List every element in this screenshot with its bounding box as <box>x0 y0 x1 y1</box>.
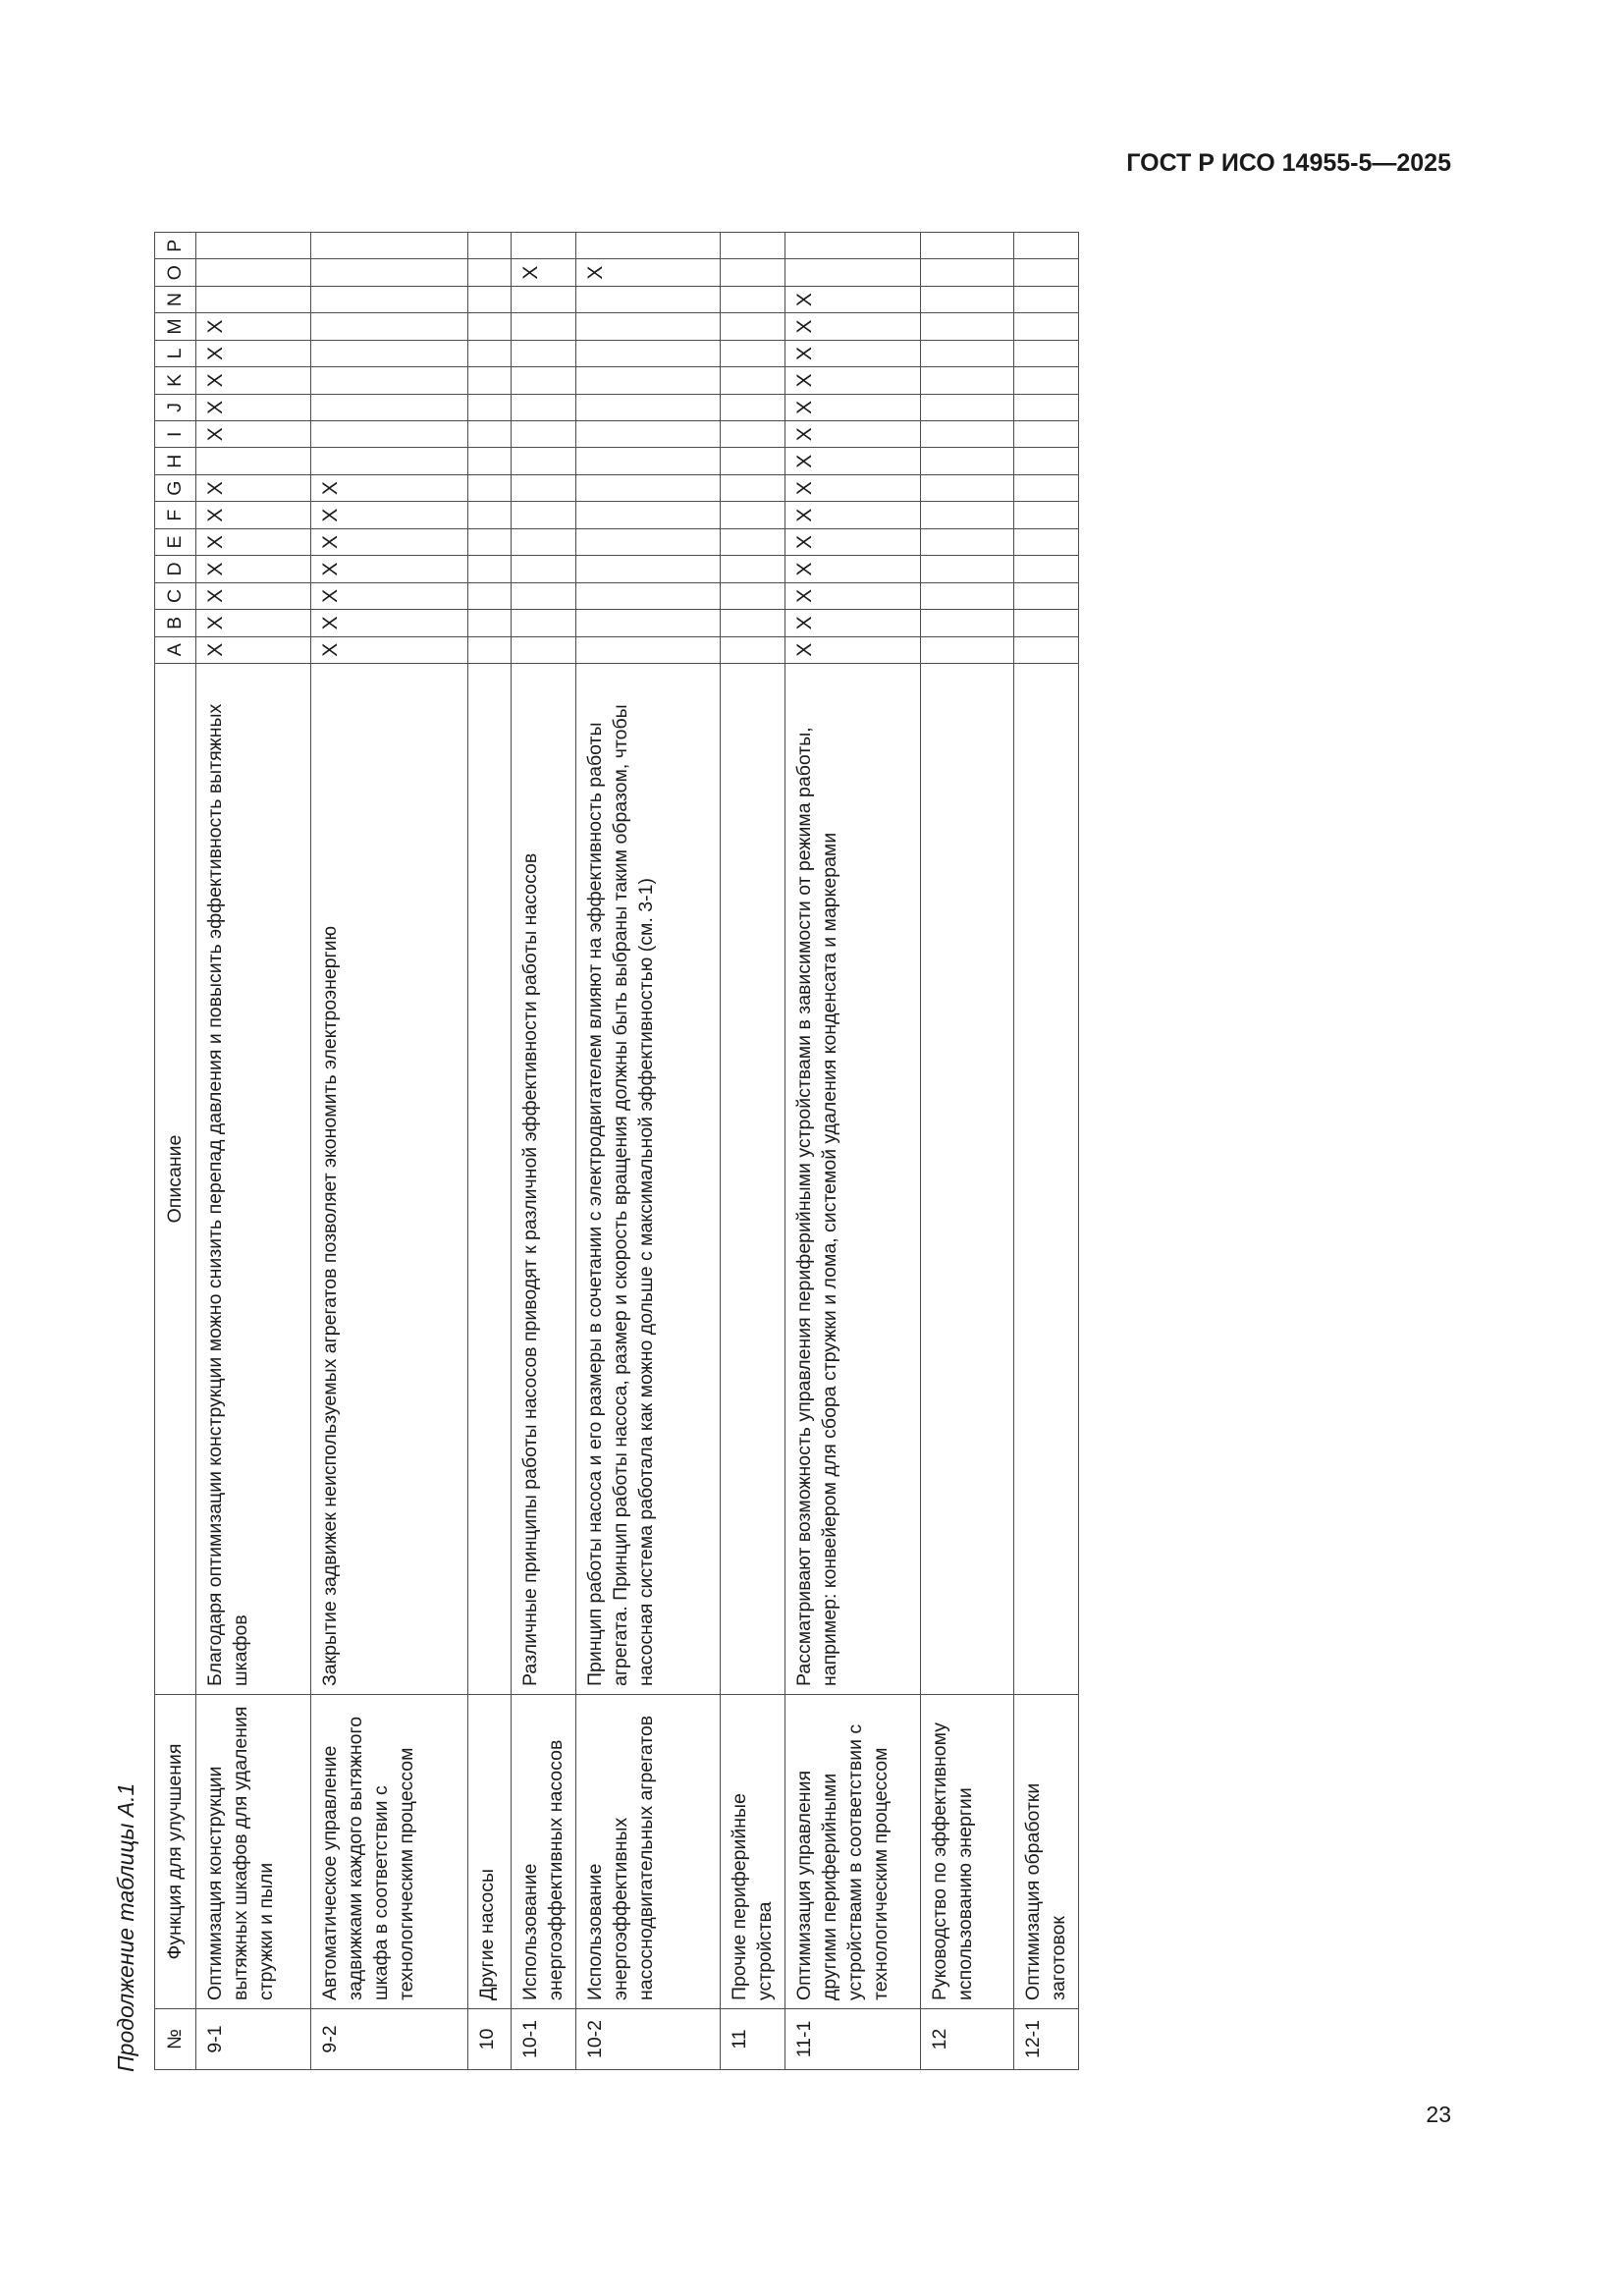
table-row <box>576 233 721 2070</box>
table-row <box>196 233 311 2070</box>
table-row <box>468 233 512 2070</box>
column-header: J <box>155 394 196 420</box>
row-function: Оптимизация конструкции вытяжных шкафов для удаления стружки и пыли <box>196 1695 311 2009</box>
improvement-table <box>154 232 1079 2070</box>
row-mark: X <box>785 340 921 366</box>
row-number: 10-1 <box>512 2009 576 2070</box>
column-header: G <box>155 474 196 501</box>
row-mark <box>1014 502 1079 528</box>
row-function: Прочие периферийные устройства <box>721 1695 785 2009</box>
row-mark <box>785 259 921 286</box>
row-mark <box>576 367 721 394</box>
row-mark <box>512 340 576 366</box>
row-mark <box>311 367 468 394</box>
row-mark <box>576 636 721 663</box>
row-mark <box>468 340 512 366</box>
row-number: 9-1 <box>196 2009 311 2070</box>
row-mark <box>468 582 512 609</box>
row-mark <box>311 313 468 340</box>
column-header: Функция для улучшения <box>155 1695 196 2009</box>
row-mark <box>512 421 576 448</box>
row-description <box>468 664 512 1695</box>
row-description: Принцип работы насоса и его размеры в сочетании с электродвигателем влияют на эффективность работы агрегата. Принцип работы насоса, размер и скорость вращения должны быть выбраны таким образом, чтобы насосная система работала как можно дольше с максимальной эффективностью (см. 3-1) <box>576 664 721 1695</box>
row-mark: X <box>512 259 576 286</box>
row-number: 12-1 <box>1014 2009 1079 2070</box>
row-mark <box>468 394 512 420</box>
row-description <box>721 664 785 1695</box>
row-mark: X <box>196 367 311 394</box>
row-function: Руководство по эффективному использованию энергии <box>921 1695 1014 2009</box>
row-mark <box>785 233 921 259</box>
row-mark <box>512 474 576 501</box>
row-mark: X <box>785 313 921 340</box>
row-mark <box>1014 610 1079 636</box>
row-number: 10 <box>468 2009 512 2070</box>
column-header: F <box>155 502 196 528</box>
row-mark: X <box>785 636 921 663</box>
document-header: ГОСТ Р ИСО 14955-5—2025 <box>1126 149 1451 177</box>
row-mark <box>576 528 721 555</box>
row-mark <box>921 367 1014 394</box>
row-mark <box>311 394 468 420</box>
row-mark <box>576 421 721 448</box>
row-mark: X <box>785 421 921 448</box>
row-mark <box>576 286 721 312</box>
column-header: N <box>155 286 196 312</box>
row-mark: X <box>196 636 311 663</box>
row-mark <box>576 474 721 501</box>
row-mark <box>921 421 1014 448</box>
row-mark <box>921 474 1014 501</box>
row-mark: X <box>311 556 468 582</box>
row-mark: X <box>311 502 468 528</box>
row-mark <box>311 340 468 366</box>
table-body <box>196 233 1079 2070</box>
column-header: E <box>155 528 196 555</box>
row-mark <box>1014 528 1079 555</box>
row-mark <box>196 259 311 286</box>
row-mark <box>721 636 785 663</box>
row-mark: X <box>311 610 468 636</box>
column-header: L <box>155 340 196 366</box>
row-mark <box>1014 582 1079 609</box>
row-mark <box>721 556 785 582</box>
row-mark: X <box>196 502 311 528</box>
row-mark: X <box>311 582 468 609</box>
row-mark <box>1014 394 1079 420</box>
row-mark <box>921 313 1014 340</box>
row-mark: X <box>196 474 311 501</box>
row-mark <box>512 286 576 312</box>
row-mark <box>512 233 576 259</box>
row-mark <box>576 448 721 474</box>
column-header: A <box>155 636 196 663</box>
row-mark <box>512 528 576 555</box>
row-mark: X <box>196 528 311 555</box>
row-mark: X <box>576 259 721 286</box>
row-mark <box>512 394 576 420</box>
row-mark: X <box>785 610 921 636</box>
row-mark: X <box>196 394 311 420</box>
row-mark <box>468 528 512 555</box>
row-mark <box>512 610 576 636</box>
row-mark <box>196 233 311 259</box>
row-mark <box>512 448 576 474</box>
column-header: B <box>155 610 196 636</box>
page-number: 23 <box>1426 2102 1451 2127</box>
row-mark: X <box>196 313 311 340</box>
row-mark <box>921 448 1014 474</box>
row-mark <box>468 556 512 582</box>
row-mark <box>576 502 721 528</box>
row-mark <box>721 448 785 474</box>
row-mark <box>921 233 1014 259</box>
column-header: C <box>155 582 196 609</box>
row-number: 12 <box>921 2009 1014 2070</box>
row-mark <box>576 340 721 366</box>
row-mark <box>1014 367 1079 394</box>
row-mark <box>468 286 512 312</box>
row-mark <box>1014 636 1079 663</box>
row-mark <box>1014 421 1079 448</box>
row-mark <box>1014 286 1079 312</box>
row-mark <box>311 259 468 286</box>
table-caption: Продолжение таблицы А.1 <box>113 1782 138 2072</box>
row-mark <box>1014 340 1079 366</box>
row-mark <box>1014 259 1079 286</box>
column-header: M <box>155 313 196 340</box>
row-mark <box>1014 474 1079 501</box>
row-mark <box>721 233 785 259</box>
row-mark <box>468 448 512 474</box>
row-mark <box>721 582 785 609</box>
row-function: Использование энергоэффективных насосов <box>512 1695 576 2009</box>
row-mark <box>468 610 512 636</box>
row-function: Оптимизация обработки заготовок <box>1014 1695 1079 2009</box>
row-mark <box>921 636 1014 663</box>
row-mark: X <box>196 610 311 636</box>
row-mark: X <box>196 582 311 609</box>
row-mark <box>576 394 721 420</box>
row-mark <box>921 610 1014 636</box>
row-mark <box>1014 233 1079 259</box>
row-mark <box>1014 448 1079 474</box>
row-mark: X <box>785 367 921 394</box>
row-number: 10-2 <box>576 2009 721 2070</box>
row-mark <box>468 474 512 501</box>
row-mark <box>721 286 785 312</box>
row-number: 9-2 <box>311 2009 468 2070</box>
row-mark: X <box>311 474 468 501</box>
row-mark <box>921 259 1014 286</box>
row-function: Оптимизация управления другими периферийными устройствами в соответствии с технологическим процессом <box>785 1695 921 2009</box>
row-mark <box>921 582 1014 609</box>
row-mark <box>468 313 512 340</box>
row-description: Закрытие задвижек неиспользуемых агрегатов позволяет экономить электроэнергию <box>311 664 468 1695</box>
row-mark <box>468 233 512 259</box>
row-mark <box>512 313 576 340</box>
row-mark <box>921 556 1014 582</box>
row-mark: X <box>785 502 921 528</box>
row-mark <box>576 582 721 609</box>
row-mark: X <box>785 448 921 474</box>
row-mark <box>468 421 512 448</box>
column-header: № <box>155 2009 196 2070</box>
row-mark: X <box>785 394 921 420</box>
row-mark <box>311 286 468 312</box>
row-mark: X <box>196 556 311 582</box>
row-mark <box>196 286 311 312</box>
row-description: Различные принципы работы насосов приводят к различной эффективности работы насосов <box>512 664 576 1695</box>
row-mark <box>721 313 785 340</box>
row-mark <box>512 556 576 582</box>
column-header: P <box>155 233 196 259</box>
table-row <box>721 233 785 2070</box>
row-function: Автоматическое управление задвижками каждого вытяжного шкафа в соответствии с технологическим процессом <box>311 1695 468 2009</box>
row-mark <box>468 636 512 663</box>
row-mark <box>576 313 721 340</box>
row-mark <box>311 421 468 448</box>
column-header: I <box>155 421 196 448</box>
row-number: 11-1 <box>785 2009 921 2070</box>
column-header: D <box>155 556 196 582</box>
row-mark <box>468 367 512 394</box>
column-header: K <box>155 367 196 394</box>
row-number: 11 <box>721 2009 785 2070</box>
row-description: Рассматривают возможность управления периферийными устройствами в зависимости от режима работы, например: конвейером для сбора стружки и лома, системой удаления конденсата и маркерами <box>785 664 921 1695</box>
row-function: Использование энергоэффективных насоснодвигательных агрегатов <box>576 1695 721 2009</box>
row-mark <box>921 528 1014 555</box>
row-mark <box>721 610 785 636</box>
row-mark: X <box>311 528 468 555</box>
row-mark <box>311 448 468 474</box>
row-mark <box>311 233 468 259</box>
row-mark <box>721 528 785 555</box>
column-header: Описание <box>155 664 196 1695</box>
table-row <box>1014 233 1079 2070</box>
column-header: O <box>155 259 196 286</box>
row-mark <box>576 610 721 636</box>
row-mark <box>721 394 785 420</box>
row-mark: X <box>785 474 921 501</box>
row-mark: X <box>785 556 921 582</box>
row-mark <box>576 233 721 259</box>
row-mark <box>512 367 576 394</box>
row-mark <box>721 367 785 394</box>
row-mark <box>512 636 576 663</box>
row-mark <box>721 502 785 528</box>
row-mark: X <box>785 582 921 609</box>
row-description <box>1014 664 1079 1695</box>
row-mark <box>512 582 576 609</box>
table-header-row <box>155 233 196 2070</box>
row-mark <box>721 421 785 448</box>
column-header: H <box>155 448 196 474</box>
row-mark: X <box>196 421 311 448</box>
row-mark <box>921 502 1014 528</box>
row-mark: X <box>785 286 921 312</box>
row-mark <box>512 502 576 528</box>
row-mark <box>721 340 785 366</box>
row-mark: X <box>785 528 921 555</box>
row-mark <box>468 259 512 286</box>
row-mark <box>921 286 1014 312</box>
row-mark <box>468 502 512 528</box>
table-row <box>512 233 576 2070</box>
row-mark <box>721 474 785 501</box>
row-mark <box>921 394 1014 420</box>
row-description: Благодаря оптимизации конструкции можно снизить перепад давления и повысить эффективность вытяжных шкафов <box>196 664 311 1695</box>
row-description <box>921 664 1014 1695</box>
row-mark: X <box>196 340 311 366</box>
row-mark <box>921 340 1014 366</box>
table-row <box>921 233 1014 2070</box>
rotated-table-area <box>113 226 1271 2072</box>
row-mark: X <box>311 636 468 663</box>
row-mark <box>196 448 311 474</box>
row-mark <box>1014 313 1079 340</box>
row-mark <box>576 556 721 582</box>
table-row <box>311 233 468 2070</box>
row-mark <box>1014 556 1079 582</box>
row-function: Другие насосы <box>468 1695 512 2009</box>
row-mark <box>721 259 785 286</box>
table-row <box>785 233 921 2070</box>
